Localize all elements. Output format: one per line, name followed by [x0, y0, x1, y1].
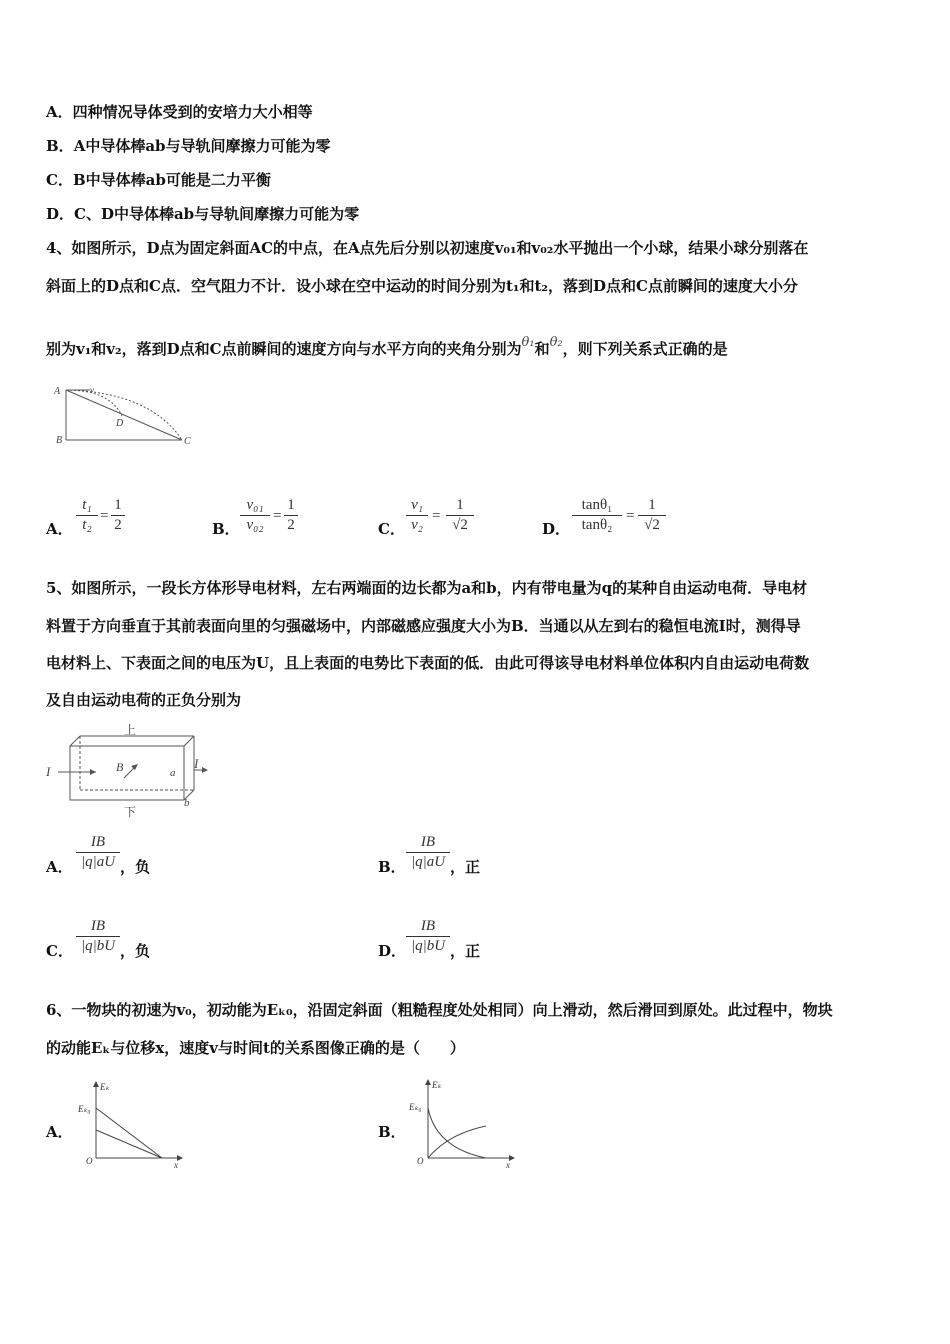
q5-text-line3: 电材料上、下表面之间的电压为U，且上表面的电势比下表面的低．由此可得该导电材料单位体积内自由运动电荷数 [46, 654, 810, 672]
q6b-ek0-label: Eₖ₀ [409, 1102, 422, 1112]
q4-figure [50, 380, 200, 450]
q6a-ek-label: Eₖ [100, 1082, 110, 1092]
q5-c-fraction: IB |q|bU [76, 918, 120, 955]
q5-text-line1: 5、如图所示，一段长方体形导电材料，左右两端面的边长都为a和b，内有带电量为q的某种自由运动电荷．导电材 [46, 579, 808, 597]
q4-a-rhs: 1 2 [111, 497, 125, 534]
q4-a-lhs: t₁ t₂ [76, 497, 98, 534]
q3-option-d: D．C、D中导体棒ab与导轨间摩擦力可能为零 [46, 205, 360, 223]
theta2-symbol: θ₂ [549, 335, 563, 350]
q5-option-d-label: D． [378, 942, 407, 960]
fig-label-bottom: 下 [124, 805, 137, 819]
equals-sign: = [273, 508, 282, 524]
q6a-origin-label: O [86, 1156, 93, 1166]
q4-b-rhs: 1 2 [284, 497, 298, 534]
q5-b-sign: ，正 [450, 858, 481, 876]
q5-figure [44, 720, 214, 820]
equals-sign: = [432, 508, 441, 524]
q4-option-c-label: C． [378, 520, 405, 538]
q4-text-line2: 斜面上的D点和C点．空气阻力不计．设小球在空中运动的时间分别为t₁和t₂，落到D点和C点前瞬间的速度大小分 [46, 277, 798, 295]
q4-text-line1: 4、如图所示，D点为固定斜面AC的中点，在A点先后分别以初速度v₀₁和v₀₂水平抛出一个小球，结果小球分别落在 [46, 239, 809, 257]
q5-d-sign: ，正 [450, 942, 481, 960]
fig-label-top: 上 [124, 723, 137, 737]
q6a-ek0-label: Eₖ₀ [78, 1104, 91, 1114]
q4-text-line3: 别为v₁和v₂，落到D点和C点前瞬间的速度方向与水平方向的夹角分别为θ₁和θ₂，则下列关系式正确的是 [46, 335, 728, 358]
fig-label-i-right: I [194, 756, 199, 771]
equals-sign: = [100, 508, 109, 524]
fig-label-c: C [184, 436, 191, 447]
q5-text-line4: 及自由运动电荷的正负分别为 [46, 691, 242, 709]
q5-d-fraction: IB |q|bU [406, 918, 450, 955]
fig-label-b: b [184, 797, 190, 809]
q5-option-c-label: C． [46, 942, 73, 960]
q3-option-b: B．A中导体棒ab与导轨间摩擦力可能为零 [46, 137, 331, 155]
q5-option-b-label: B． [378, 858, 406, 876]
q6-text-line2: 的动能Eₖ与位移x，速度v与时间t的关系图像正确的是（ ） [46, 1039, 465, 1057]
fig-label-b-field: B [116, 760, 124, 774]
q6b-x-label: x [506, 1160, 510, 1170]
q6-graph-b [406, 1074, 520, 1170]
fig-label-b: B [56, 435, 63, 446]
q6b-ek-label: Eₖ [432, 1080, 442, 1090]
q4-b-lhs: v₀₁ v₀₂ [240, 497, 270, 534]
q4-option-b-label: B． [212, 520, 240, 538]
fig-label-d: D [116, 418, 124, 429]
q6-option-b-label: B． [378, 1123, 406, 1141]
q6b-origin-label: O [417, 1156, 424, 1166]
q5-c-sign: ，负 [120, 942, 151, 960]
q5-text-line2: 料置于方向垂直于其前表面向里的匀强磁场中，内部磁感应强度大小为B．当通以从左到右的稳恒电流I时，测得导 [46, 617, 801, 635]
q6-text-line1: 6、一物块的初速为v₀，初动能为Eₖ₀，沿固定斜面（粗糙程度处处相同）向上滑动，然后滑回到原处。此过程中，物块 [46, 1001, 833, 1019]
equals-sign: = [626, 508, 635, 524]
theta1-symbol: θ₁ [521, 335, 535, 350]
q4-option-a-label: A． [46, 520, 73, 538]
q4-d-lhs: tanθ₁ tanθ₂ [572, 497, 622, 534]
q3-option-a: A．四种情况导体受到的安培力大小相等 [46, 103, 313, 121]
q5-option-a-label: A． [46, 858, 73, 876]
q4-d-rhs: 1 √2 [638, 497, 666, 534]
q5-a-fraction: IB |q|aU [76, 834, 120, 871]
q3-option-c: C．B中导体棒ab可能是二力平衡 [46, 171, 271, 189]
q4-c-rhs: 1 √2 [446, 497, 474, 534]
q5-a-sign: ，负 [120, 858, 151, 876]
q4-option-d-label: D． [542, 520, 571, 538]
q5-b-fraction: IB |q|aU [406, 834, 450, 871]
fig-label-v: v [90, 385, 94, 395]
q6-option-a-label: A． [46, 1123, 73, 1141]
fig-label-a: A [54, 386, 61, 397]
fig-label-i-left: I [46, 764, 51, 779]
fig-label-a: a [170, 767, 176, 779]
q4-c-lhs: v₁ v₂ [406, 497, 428, 534]
q6a-x-label: x [174, 1160, 178, 1170]
q6-graph-a [76, 1078, 186, 1170]
